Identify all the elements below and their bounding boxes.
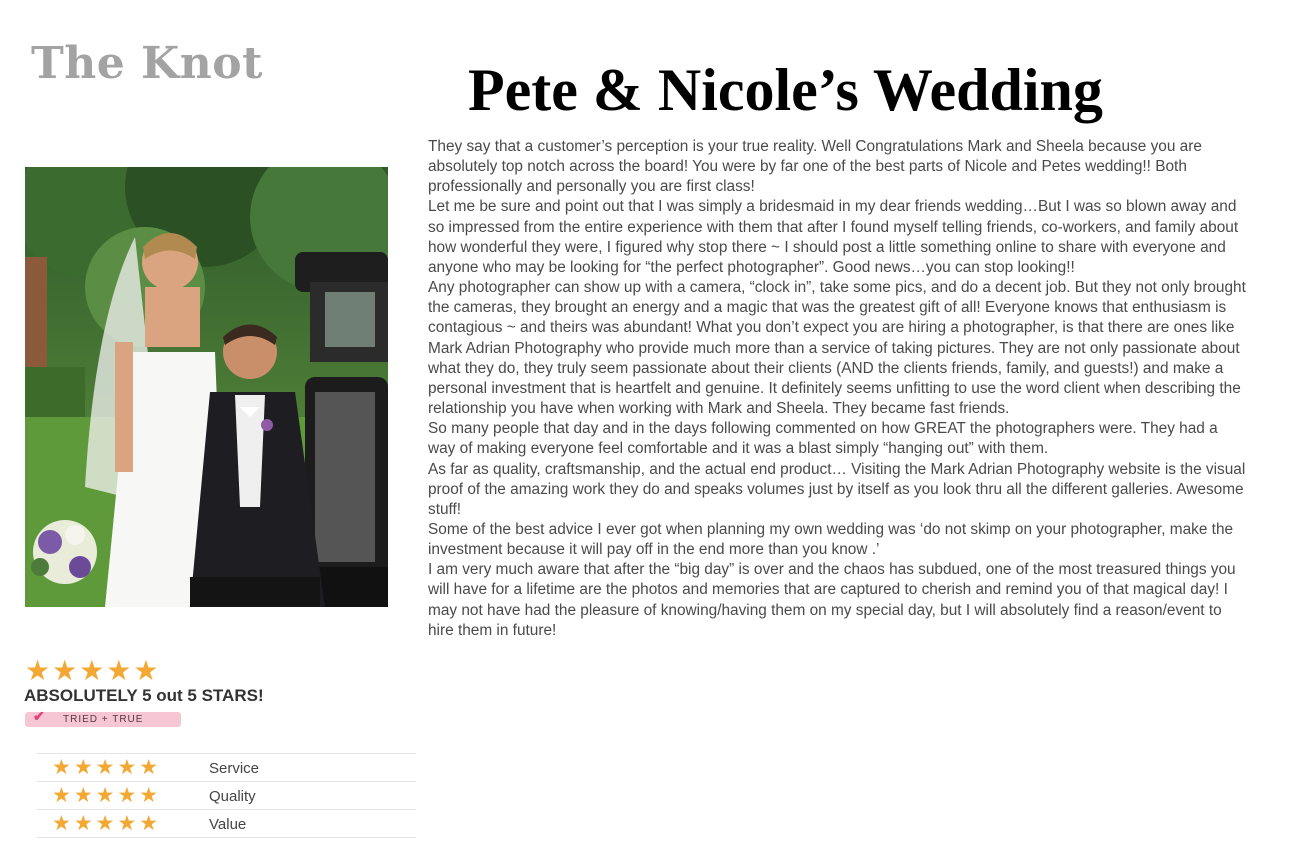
tried-true-badge (25, 708, 181, 727)
review-paragraph: Let me be sure and point out that I was simply a bridesmaid in my dear friends wedding…But I was so blown away and so impressed from the entire experience with them that after I found myself telling friends, co-workers, and family about how wonderful they were, I figured why stop there ~ I should post a little something online to share with everyone and anyone who may be looking for “the perfect photographer”. Good news…you can stop looking!! (428, 198, 1239, 276)
wedding-photo-image (25, 167, 388, 607)
rating-headline: ABSOLUTELY 5 out 5 STARS! (24, 686, 264, 705)
divider (37, 837, 416, 838)
rating-label: Service (209, 760, 260, 777)
brand-logo: The Knot (31, 38, 263, 89)
overall-rating-stars: ★★★★★ (25, 655, 161, 686)
badge-label: TRIED + TRUE (63, 714, 144, 725)
review-text (428, 137, 1248, 641)
rating-label: Value (209, 816, 247, 833)
rating-row-value (37, 809, 416, 837)
review-paragraph: They say that a customer’s perception is your true reality. Well Congratulations Mark and Sheela because you are absolutely top notch across the board! You were by far one of the best parts of Nicole and Petes wedding!! Both professionally and personally you are first class! (428, 138, 1202, 196)
rating-row-quality (37, 781, 416, 809)
checkmark-icon: ✔ (33, 708, 46, 724)
star-rating-icon: ★★★★★ (52, 812, 162, 835)
page-title: Pete & Nicole’s Wedding (468, 57, 1103, 123)
review-paragraph: I am very much aware that after the “big day” is over and the chaos has subdued, one of the most treasured things you will have for a lifetime are the photos and memories that are captured to cherish and remind you of that magical day! I may not have had the pleasure of knowing/having them on my special day, but I will absolutely find a reason/event to hire them in future! (428, 561, 1236, 639)
rating-label: Quality (209, 788, 256, 805)
review-paragraph: Some of the best advice I ever got when planning my own wedding was ‘do not skimp on your photographer, make the investment because it will pay off in the end more than you know .’ (428, 520, 1234, 559)
star-rating-icon: ★★★★★ (52, 784, 162, 807)
review-paragraph: As far as quality, craftsmanship, and the actual end product… Visiting the Mark Adrian Photography website is the visual proof of the amazing work they do and speaks volumes just by itself as you look thru all the different galleries. Awesome stuff! (428, 460, 1246, 518)
review-paragraph: So many people that day and in the days following commented on how GREAT the photographers were. They had a way of making everyone feel comfortable and it was a blast simply “hanging out” with them. (428, 420, 1218, 458)
review-paragraph: Any photographer can show up with a camera, “clock in”, take some pics, and do a decent job. But they not only brought the cameras, they brought an energy and a magic that was the greatest gift of all! Everyone knows that enthusiasm is contagious ~ and theirs was abundant! What you don’t expect you are hiring a photographer, is that there are ones like Mark Adrian Photography who provide much more than a service of taking pictures. They are not only passionate about what they do, they truly seem passionate about their clients (AND the clients friends, family, and guests!) and make a personal investment that is heartfelt and genuine. It definitely seems unfitting to use the word client when describing the relationship you have when working with Mark and Sheela. They became fast friends. (428, 279, 1246, 418)
rating-row-service (37, 753, 416, 781)
star-rating-icon: ★★★★★ (52, 756, 162, 779)
wedding-photo (25, 167, 388, 607)
